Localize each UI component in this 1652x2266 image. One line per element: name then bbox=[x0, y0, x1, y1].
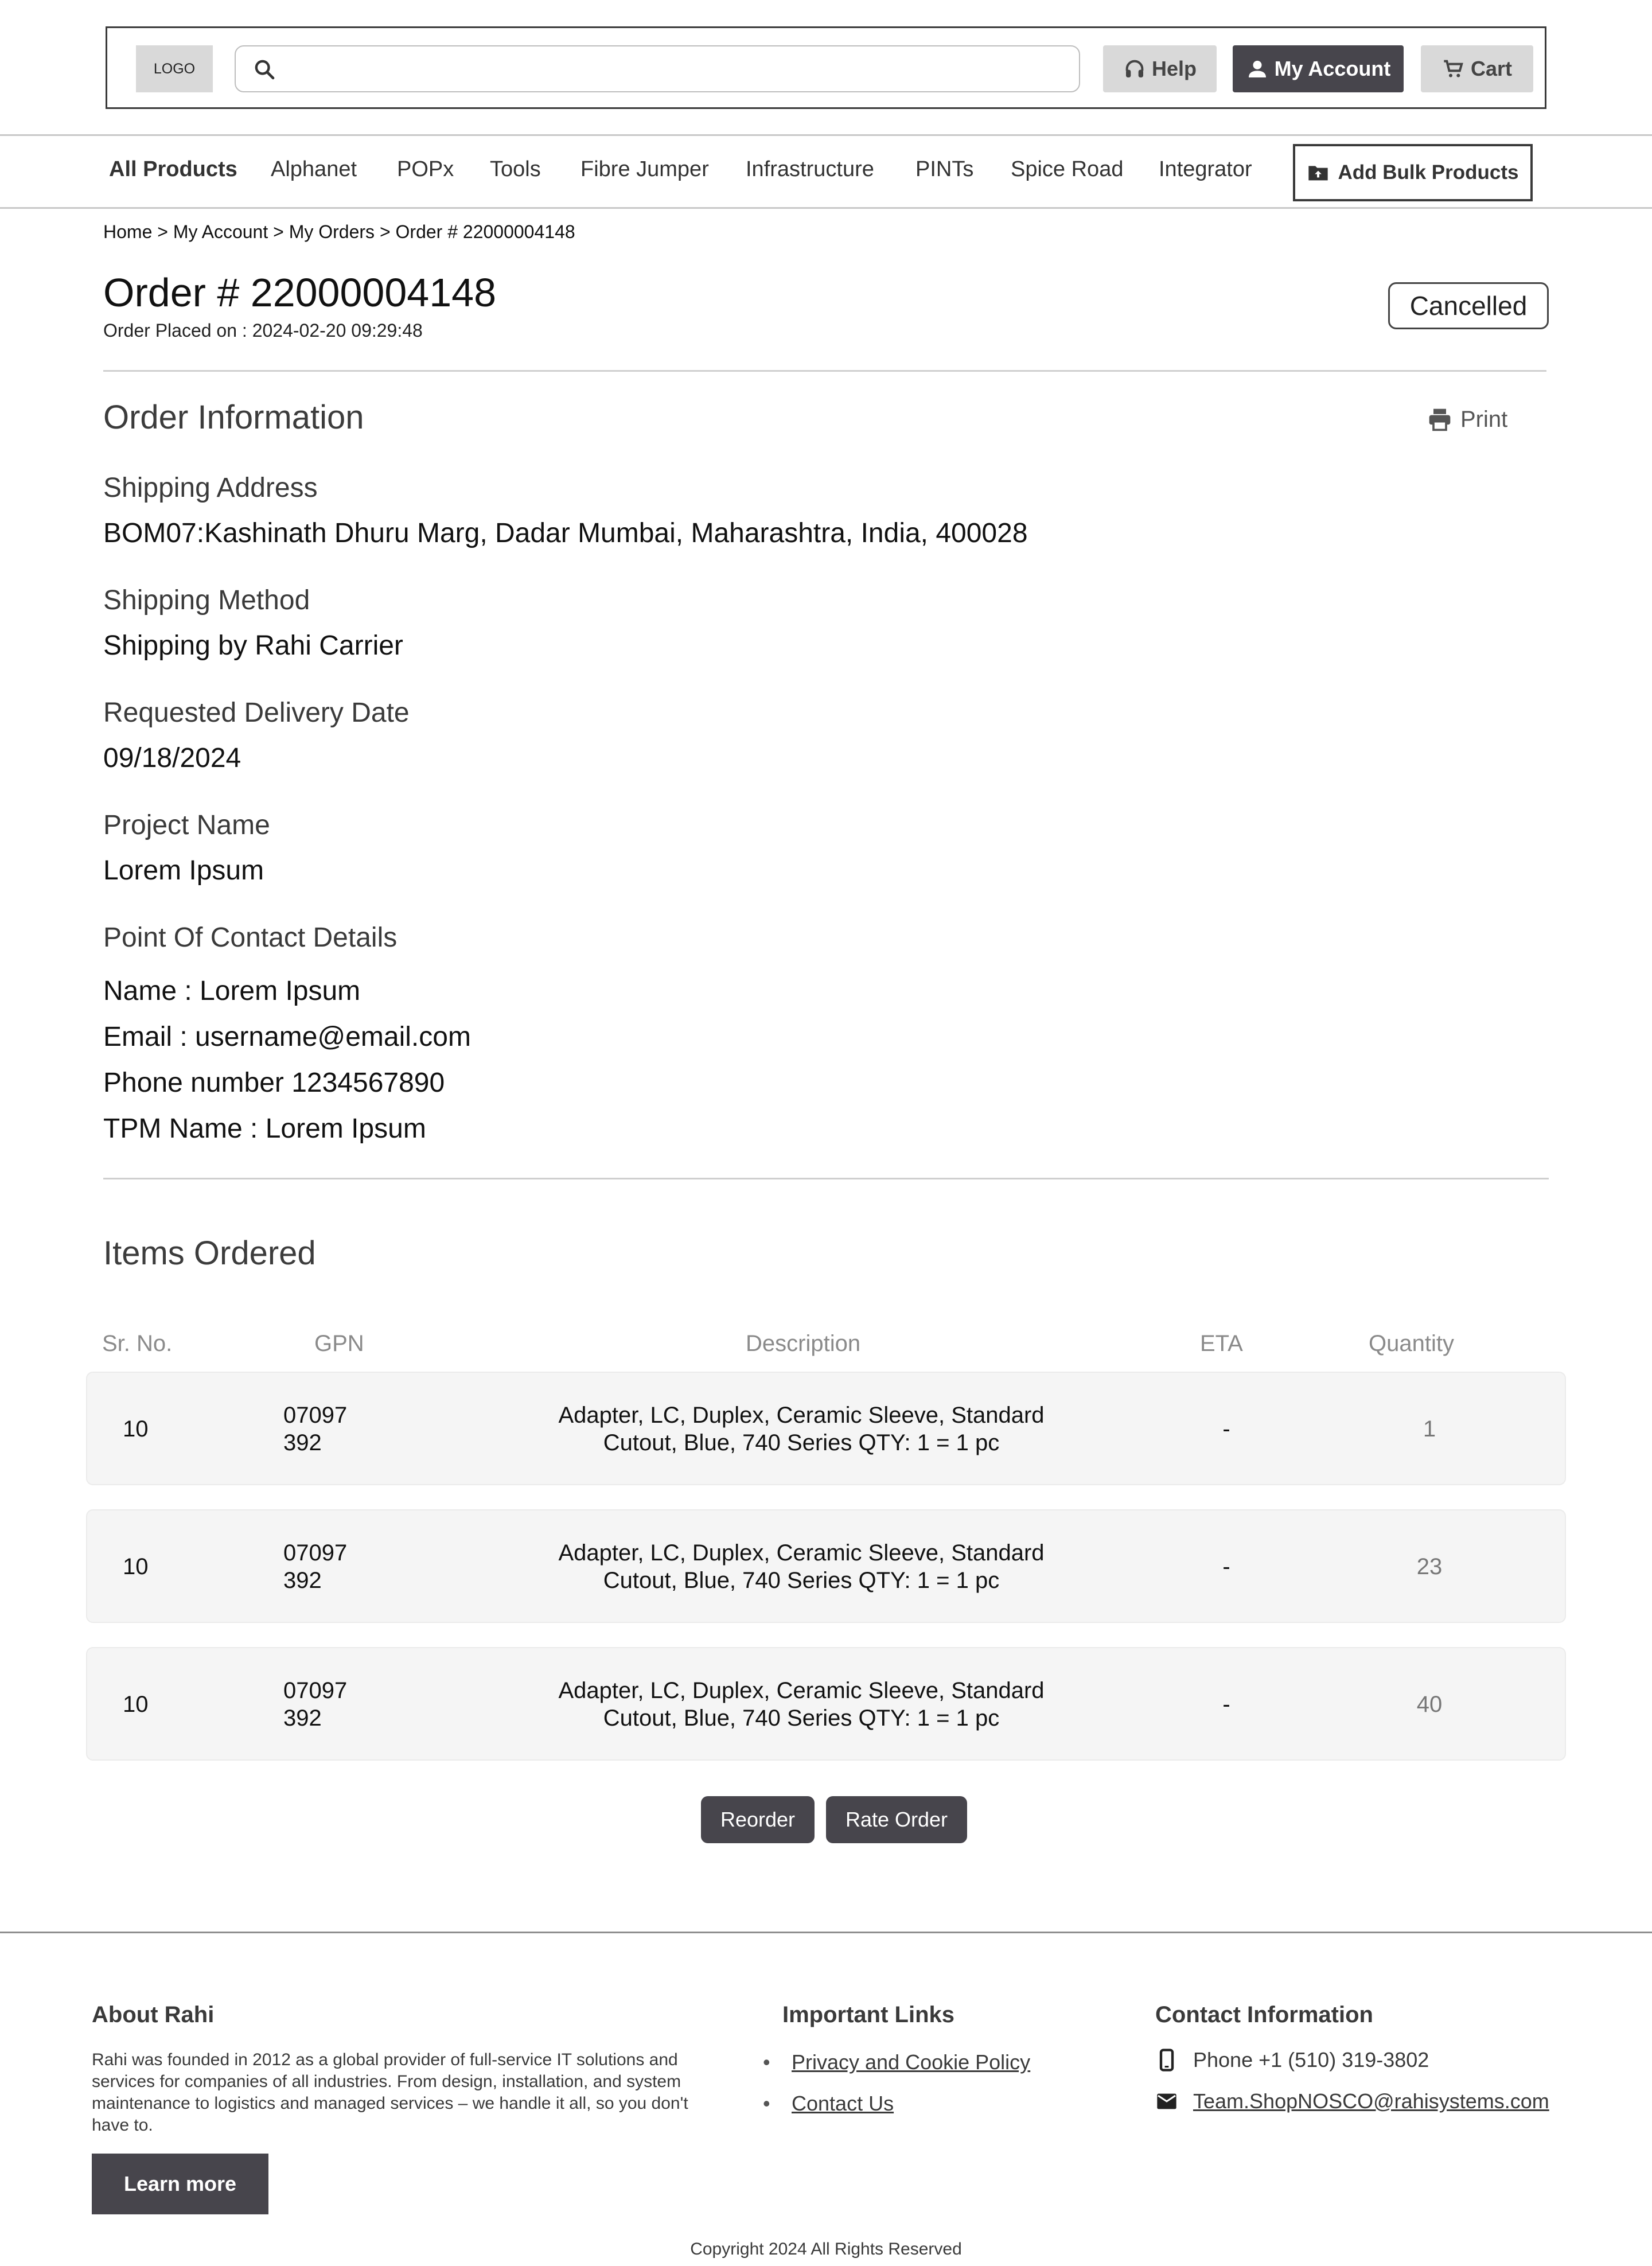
column-header-eta: ETA bbox=[1200, 1331, 1243, 1356]
nav-divider-top bbox=[0, 134, 1652, 136]
description-line: Cutout, Blue, 740 Series QTY: 1 = 1 pc bbox=[603, 1706, 1000, 1731]
my-account-label: My Account bbox=[1274, 57, 1391, 80]
shipping-address-value: BOM07:Kashinath Dhuru Marg, Dadar Mumbai, Maharashtra, India, 400028 bbox=[103, 518, 1028, 548]
cart-button[interactable] bbox=[1421, 45, 1533, 92]
delivery-date-label: Requested Delivery Date bbox=[103, 698, 410, 728]
column-header-gpn: GPN bbox=[314, 1331, 364, 1356]
privacy-link-text[interactable]: Privacy and Cookie Policy bbox=[792, 2050, 1031, 2074]
contact-phone bbox=[1155, 2048, 1429, 2072]
divider bbox=[103, 1178, 1549, 1179]
top-header bbox=[106, 26, 1546, 109]
footer-link-contact[interactable] bbox=[763, 2092, 894, 2116]
column-header-sr-no: Sr. No. bbox=[102, 1331, 173, 1356]
gpn-line: 07097 bbox=[283, 1403, 348, 1428]
delivery-date-value: 09/18/2024 bbox=[103, 743, 241, 773]
gpn-line: 07097 bbox=[283, 1678, 348, 1703]
about-title: About Rahi bbox=[92, 2002, 215, 2027]
gpn-line: 07097 bbox=[283, 1540, 348, 1566]
print-button[interactable] bbox=[1427, 403, 1507, 435]
shipping-method-label: Shipping Method bbox=[103, 585, 310, 616]
eta-cell: - bbox=[1222, 1554, 1230, 1579]
nav-item-tools[interactable]: Tools bbox=[490, 157, 541, 181]
description-line: Adapter, LC, Duplex, Ceramic Sleeve, Standard bbox=[558, 1678, 1045, 1703]
contact-link-text[interactable]: Contact Us bbox=[792, 2092, 894, 2115]
quantity-cell: 1 bbox=[1423, 1416, 1436, 1442]
bullet-icon: • bbox=[763, 2050, 770, 2074]
nav-divider-bottom bbox=[0, 207, 1652, 209]
page-title: Order # 22000004148 bbox=[103, 270, 496, 315]
learn-more-button[interactable]: Learn more bbox=[92, 2154, 268, 2214]
sr-no-cell: 10 bbox=[123, 1692, 149, 1717]
eta-cell: - bbox=[1222, 1416, 1230, 1442]
headset-icon bbox=[1123, 57, 1146, 80]
nav-item-integrator[interactable]: Integrator bbox=[1159, 157, 1252, 181]
breadcrumb[interactable]: Home > My Account > My Orders > Order # 22000004148 bbox=[103, 221, 575, 242]
description-cell bbox=[500, 1401, 1102, 1457]
gpn-line: 392 bbox=[283, 1568, 322, 1593]
table-row bbox=[86, 1372, 1566, 1485]
description-line: Cutout, Blue, 740 Series QTY: 1 = 1 pc bbox=[603, 1430, 1000, 1455]
description-cell bbox=[500, 1539, 1102, 1594]
gpn-cell bbox=[283, 1401, 347, 1457]
table-row bbox=[86, 1509, 1566, 1623]
add-bulk-products-button[interactable] bbox=[1293, 144, 1533, 201]
contact-email[interactable] bbox=[1155, 2089, 1549, 2113]
important-links-title: Important Links bbox=[782, 2002, 955, 2027]
quantity-cell: 40 bbox=[1416, 1692, 1443, 1717]
poc-name: Name : Lorem Ipsum bbox=[103, 976, 361, 1006]
person-icon bbox=[1246, 57, 1269, 80]
divider bbox=[103, 370, 1546, 372]
poc-phone: Phone number 1234567890 bbox=[103, 1068, 445, 1098]
project-name-value: Lorem Ipsum bbox=[103, 855, 264, 886]
footer-link-privacy[interactable] bbox=[763, 2050, 1030, 2074]
printer-icon bbox=[1427, 407, 1452, 432]
print-label: Print bbox=[1460, 406, 1508, 432]
description-line: Adapter, LC, Duplex, Ceramic Sleeve, Standard bbox=[558, 1540, 1045, 1566]
nav-item-pints[interactable]: PINTs bbox=[915, 157, 974, 181]
add-bulk-products-label: Add Bulk Products bbox=[1338, 161, 1519, 184]
nav-item-all-products[interactable]: All Products bbox=[109, 157, 237, 181]
gpn-cell bbox=[283, 1539, 347, 1594]
shipping-address-label: Shipping Address bbox=[103, 473, 318, 503]
quantity-cell: 23 bbox=[1416, 1554, 1443, 1579]
copyright: Copyright 2024 All Rights Reserved bbox=[690, 2240, 962, 2259]
description-line: Adapter, LC, Duplex, Ceramic Sleeve, Standard bbox=[558, 1403, 1045, 1428]
gpn-line: 392 bbox=[283, 1430, 322, 1455]
mail-icon bbox=[1155, 2090, 1178, 2113]
sr-no-cell: 10 bbox=[123, 1416, 149, 1442]
logo[interactable]: LOGO bbox=[136, 45, 213, 92]
project-name-label: Project Name bbox=[103, 810, 270, 840]
sr-no-cell: 10 bbox=[123, 1554, 149, 1579]
email-link[interactable]: Team.ShopNOSCO@rahisystems.com bbox=[1193, 2089, 1549, 2113]
about-text: Rahi was founded in 2012 as a global provider of full-service IT solutions and services for companies of all industries. From design, installation, and system maintenance to logistics and managed services – we handle it all, so you don't have to. bbox=[92, 2050, 688, 2135]
nav-item-spice-road[interactable]: Spice Road bbox=[1011, 157, 1124, 181]
my-account-button[interactable] bbox=[1233, 45, 1404, 92]
cart-label: Cart bbox=[1470, 57, 1513, 80]
nav-item-infrastructure[interactable]: Infrastructure bbox=[746, 157, 874, 181]
table-row bbox=[86, 1647, 1566, 1761]
status-badge: Cancelled bbox=[1388, 282, 1549, 329]
items-ordered-title: Items Ordered bbox=[103, 1235, 316, 1272]
cart-icon bbox=[1442, 57, 1465, 80]
gpn-line: 392 bbox=[283, 1706, 322, 1731]
search-icon bbox=[253, 58, 276, 81]
nav-item-alphanet[interactable]: Alphanet bbox=[271, 157, 357, 181]
search-box[interactable] bbox=[235, 45, 1080, 92]
bullet-icon: • bbox=[763, 2092, 770, 2115]
footer-divider bbox=[0, 1932, 1652, 1933]
contact-information-title: Contact Information bbox=[1155, 2002, 1373, 2027]
shipping-method-value: Shipping by Rahi Carrier bbox=[103, 630, 403, 661]
search-input[interactable] bbox=[287, 50, 1067, 88]
order-information-title: Order Information bbox=[103, 399, 364, 436]
help-button[interactable] bbox=[1103, 45, 1217, 92]
description-line: Cutout, Blue, 740 Series QTY: 1 = 1 pc bbox=[603, 1568, 1000, 1593]
column-header-description: Description bbox=[746, 1331, 861, 1356]
gpn-cell bbox=[283, 1677, 347, 1732]
eta-cell: - bbox=[1222, 1692, 1230, 1717]
nav-item-popx[interactable]: POPx bbox=[397, 157, 454, 181]
nav-item-fibre-jumper[interactable]: Fibre Jumper bbox=[580, 157, 709, 181]
description-cell bbox=[500, 1677, 1102, 1732]
poc-tpm: TPM Name : Lorem Ipsum bbox=[103, 1113, 426, 1144]
order-placed-date: Order Placed on : 2024-02-20 09:29:48 bbox=[103, 320, 423, 341]
rate-order-button[interactable]: Rate Order bbox=[826, 1796, 967, 1843]
poc-email: Email : username@email.com bbox=[103, 1022, 471, 1052]
help-label: Help bbox=[1151, 57, 1197, 80]
column-header-quantity: Quantity bbox=[1369, 1331, 1454, 1356]
phone-icon bbox=[1155, 2049, 1178, 2072]
phone-text: Phone +1 (510) 319-3802 bbox=[1193, 2048, 1429, 2072]
poc-label: Point Of Contact Details bbox=[103, 922, 398, 953]
reorder-button[interactable]: Reorder bbox=[701, 1796, 815, 1843]
upload-folder-icon bbox=[1307, 161, 1330, 184]
